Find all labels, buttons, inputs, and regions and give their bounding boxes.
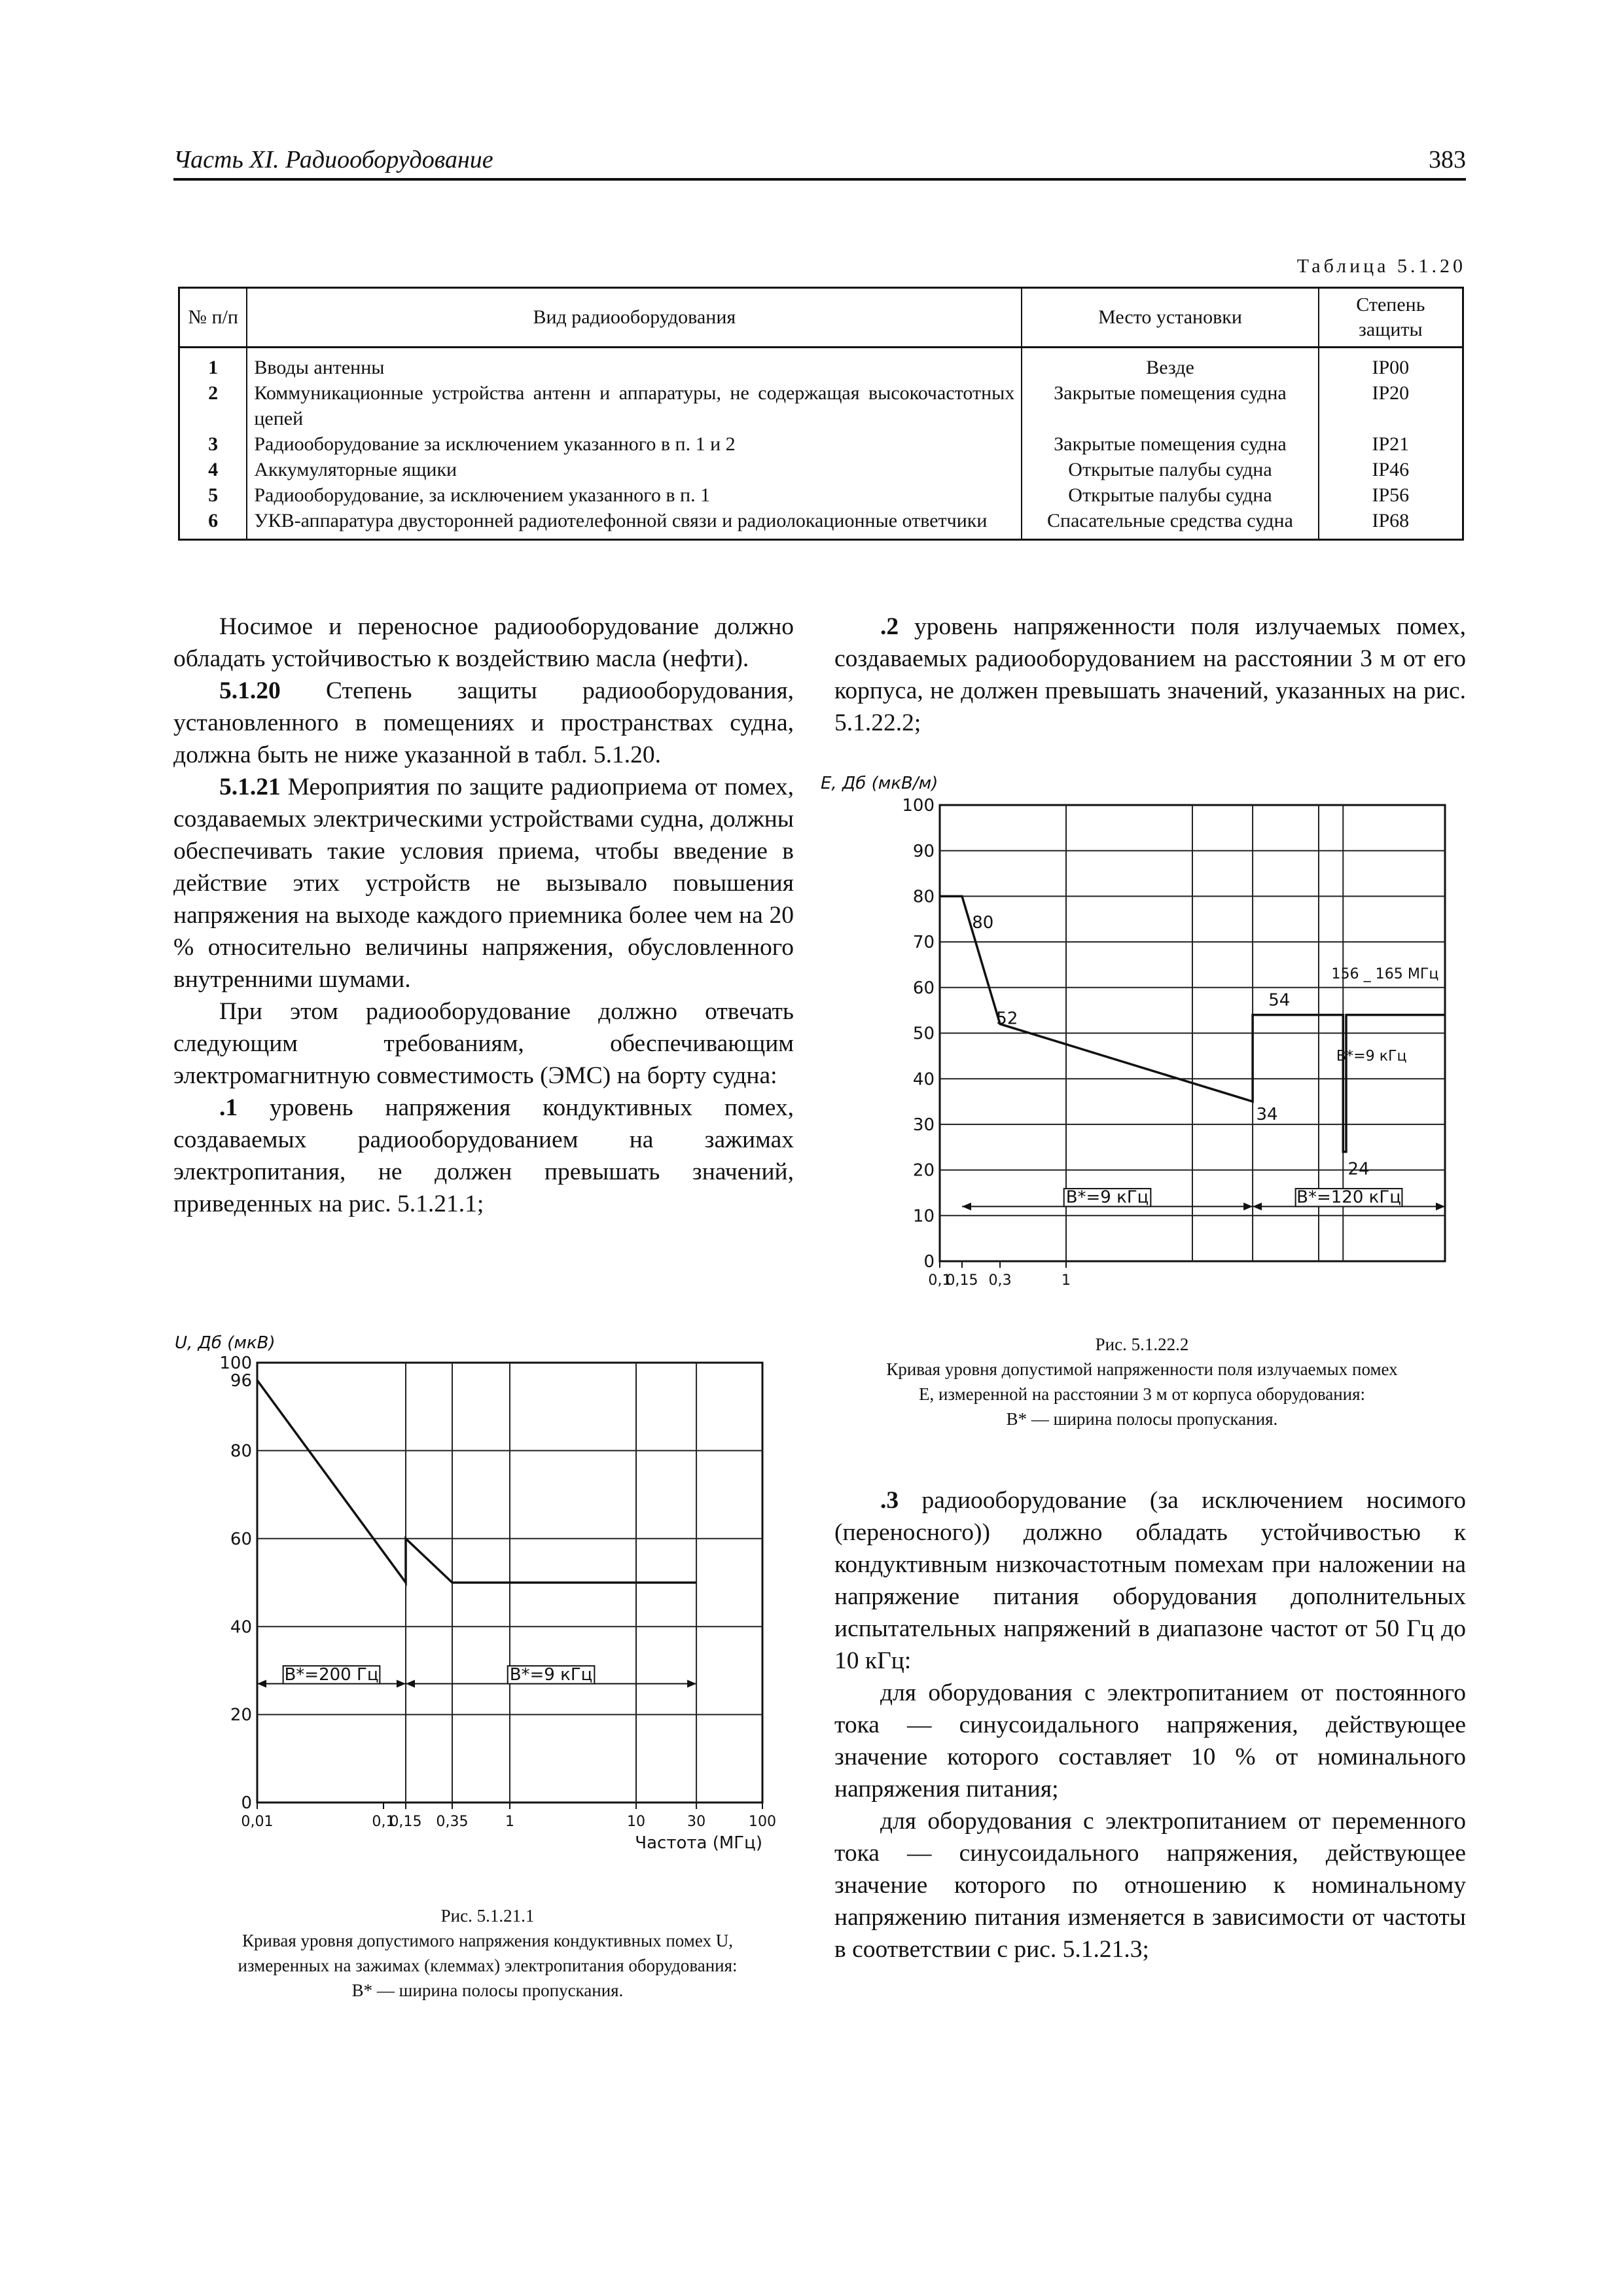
x-tick-label: 0,01 <box>241 1813 274 1830</box>
band-label: B*=200 Гц <box>284 1664 379 1685</box>
row-ip: IP00 <box>1319 348 1463 381</box>
right-column-text-top <box>834 611 1466 739</box>
y-tick-label: 100 <box>902 796 935 816</box>
annotation: 156 _ 165 МГц <box>1331 965 1439 982</box>
row-kind: УКВ-аппаратура двусторонней радиотелефонной связи и радиолокационные ответчики <box>247 508 1022 540</box>
figure-radiated-interference <box>812 762 1466 1306</box>
paragraph-5-1-21: 5.1.21 Мероприятия по защите радиоприема от помех, создаваемых электрическими устройствами судна, должны обеспечивать такие условия приема, чтобы введение в действие этих устройств не вызывало повышения напряжения на выходе каждого приемника более чем на 20 % относительно величины напряжения, обусловленного внутренними шумами. <box>173 774 794 993</box>
data-label: 24 <box>1347 1159 1370 1179</box>
row-number: 2 <box>208 382 219 404</box>
y-tick-label: 40 <box>230 1617 252 1638</box>
row-kind: Аккумуляторные ящики <box>247 457 1022 482</box>
row-place: Везде <box>1022 348 1318 381</box>
figure-2-caption-line: Кривая уровня допустимой напряженности поля излучаемых помех <box>886 1359 1398 1379</box>
header-title: Часть XI. Радиооборудование <box>173 146 493 173</box>
col-place-header: Место установки <box>1022 288 1318 348</box>
y-tick-label: 80 <box>912 887 935 907</box>
item-number: .3 <box>880 1487 899 1514</box>
y-tick-label: 0 <box>241 1793 252 1814</box>
table-row <box>179 457 1463 482</box>
table-row <box>179 380 1463 431</box>
x-tick-label: 0,1 <box>372 1813 395 1830</box>
x-tick-label: 0,3 <box>988 1272 1012 1289</box>
table-row <box>179 508 1463 540</box>
band-arrow-head <box>1243 1202 1253 1210</box>
y-tick-label: 40 <box>912 1069 935 1090</box>
item-number: .1 <box>219 1094 238 1121</box>
figure-1-title: Рис. 5.1.21.1 <box>440 1906 535 1926</box>
data-label: 52 <box>996 1009 1018 1029</box>
y-tick-label: 80 <box>230 1441 252 1462</box>
figure-1-caption <box>173 1903 802 2003</box>
page-number: 383 <box>1429 146 1466 173</box>
x-tick-label: 1 <box>1061 1272 1071 1289</box>
clause-number: 5.1.21 <box>219 774 281 800</box>
x-axis-label: Частота (МГц) <box>635 1833 762 1854</box>
band-arrow-head <box>406 1680 415 1688</box>
band-label: B*=9 кГц <box>1065 1187 1149 1208</box>
col-ip-header: Степень защиты <box>1319 288 1463 348</box>
band-arrow-head <box>257 1680 266 1688</box>
table-caption: Таблица 5.1.20 <box>1296 255 1466 277</box>
row-place: Закрытые помещения судна <box>1022 431 1318 457</box>
row-number: 4 <box>208 459 219 480</box>
y-tick-label: 96 <box>230 1371 252 1391</box>
series-line <box>257 1380 696 1583</box>
figure-1-caption-line: B* — ширина полосы пропускания. <box>351 1981 624 2000</box>
y-tick-label: 70 <box>912 933 935 953</box>
row-kind: Вводы антенны <box>247 348 1022 381</box>
row-number: 6 <box>208 510 219 531</box>
running-header <box>173 145 1466 181</box>
right-column-text-bottom <box>834 1484 1466 1965</box>
y-tick-label: 50 <box>912 1024 935 1044</box>
data-label: 34 <box>1256 1104 1278 1124</box>
figure-1-caption-line: Кривая уровня допустимого напряжения кондуктивных помех U, <box>241 1931 733 1950</box>
table-row <box>179 348 1463 381</box>
annotation: B*=9 кГц <box>1336 1047 1407 1065</box>
band-label: B*=9 кГц <box>509 1664 593 1685</box>
row-ip: IP68 <box>1319 508 1463 540</box>
band-arrow-head <box>397 1680 406 1688</box>
paragraph: Носимое и переносное радиооборудование должно обладать устойчивостью к воздействию масла (нефти). <box>173 613 794 672</box>
figure-2-title: Рис. 5.1.22.2 <box>1095 1335 1189 1354</box>
paragraph: При этом радиооборудование должно отвечать следующим требованиям, обеспечивающим электромагнитную совместимость (ЭМС) на борту судна: <box>173 998 794 1089</box>
x-tick-label: 10 <box>626 1813 646 1830</box>
row-kind: Радиооборудование, за исключением указанного в п. 1 <box>247 482 1022 508</box>
band-arrow-head <box>687 1680 696 1688</box>
clause-number: 5.1.20 <box>219 677 281 704</box>
table-row <box>179 431 1463 457</box>
y-tick-label: 30 <box>912 1115 935 1135</box>
data-label: 80 <box>972 913 994 933</box>
table-header-row <box>179 288 1463 348</box>
y-tick-label: 60 <box>230 1529 252 1549</box>
y-tick-label: 10 <box>912 1206 935 1227</box>
band-arrow-head <box>1253 1202 1262 1210</box>
row-kind: Радиооборудование за исключением указанного в п. 1 и 2 <box>247 431 1022 457</box>
y-tick-label: 90 <box>912 841 935 861</box>
left-column-text <box>173 611 794 1220</box>
x-tick-label: 0,35 <box>436 1813 469 1830</box>
figure-2-caption-line: E, измеренной на расстоянии 3 м от корпуса оборудования: <box>918 1384 1366 1404</box>
y-tick-label: 20 <box>230 1705 252 1725</box>
row-ip: IP56 <box>1319 482 1463 508</box>
band-arrow-head <box>1436 1202 1445 1210</box>
figure-1-caption-line: измеренных на зажимах (клеммах) электропитания оборудования: <box>238 1956 738 1975</box>
row-ip: IP20 <box>1319 380 1463 431</box>
x-tick-label: 0,15 <box>946 1272 978 1289</box>
paragraph-item-2: .2 уровень напряженности поля излучаемых помех, создаваемых радиооборудованием на расстоянии 3 м от его корпуса, не должен превышать значений, указанных на рис. 5.1.22.2; <box>834 613 1466 736</box>
row-number: 3 <box>208 433 219 455</box>
row-place: Открытые палубы судна <box>1022 457 1318 482</box>
figure-2-caption <box>818 1332 1466 1431</box>
figure-conducted-interference <box>173 1322 802 1885</box>
y-tick-label: 60 <box>912 978 935 998</box>
row-place: Закрытые помещения судна <box>1022 380 1318 431</box>
x-tick-label: 30 <box>687 1813 706 1830</box>
band-arrow-head <box>962 1202 971 1210</box>
paragraph-item-1: .1 уровень напряжения кондуктивных помех, создаваемых радиооборудованием на зажимах электропитания, не должен превышать значений, приведенных на рис. 5.1.21.1; <box>173 1094 794 1217</box>
data-label: 54 <box>1268 990 1291 1011</box>
row-ip: IP21 <box>1319 431 1463 457</box>
row-number: 1 <box>208 357 219 378</box>
paragraph: для оборудования с электропитанием от переменного тока — синусоидального напряжения, действующее значение которого по отношению к номинальному напряжению питания изменяется в зависимости от частоты в соответствии с рис. 5.1.21.3; <box>834 1808 1466 1963</box>
row-ip: IP46 <box>1319 457 1463 482</box>
x-tick-label: 1 <box>505 1813 515 1830</box>
row-place: Спасательные средства судна <box>1022 508 1318 540</box>
y-tick-label: 20 <box>912 1160 935 1181</box>
y-tick-label: 0 <box>923 1252 935 1272</box>
col-number-header: № п/п <box>179 288 247 348</box>
y-axis-label: E, Дб (мкВ/м) <box>821 774 938 793</box>
x-tick-label: 0,1 <box>928 1272 952 1289</box>
col-kind-header: Вид радиооборудования <box>247 288 1022 348</box>
row-kind: Коммуникационные устройства антенн и аппаратуры, не содержащая высокочастотных цепей <box>247 380 1022 431</box>
band-label: B*=120 кГц <box>1296 1187 1401 1208</box>
paragraph-item-3: .3 радиооборудование (за исключением носимого (переносного)) должно обладать устойчивостью к кондуктивным низкочастотным помехам при наложении на напряжение питания оборудования дополнительных испытательных напряжений в диапазоне частот от 50 Гц до 10 кГц: <box>834 1487 1466 1674</box>
protection-table <box>178 287 1464 541</box>
row-place: Открытые палубы судна <box>1022 482 1318 508</box>
x-tick-label: 100 <box>748 1813 777 1830</box>
x-tick-label: 0,15 <box>389 1813 422 1830</box>
y-tick-label: 100 <box>219 1354 252 1374</box>
paragraph-5-1-20: 5.1.20 Степень защиты радиооборудования, установленного в помещениях и пространствах судна, должна быть не ниже указанной в табл. 5.1.20. <box>173 677 794 768</box>
y-axis-label: U, Дб (мкВ) <box>175 1333 276 1353</box>
item-number: .2 <box>880 613 899 640</box>
paragraph: для оборудования с электропитанием от постоянного тока — синусоидального напряжения, действующее значение которого составляет 10 % от номинального напряжения питания; <box>834 1679 1466 1803</box>
figure-2-caption-line: B* — ширина полосы пропускания. <box>1006 1409 1278 1429</box>
table-row <box>179 482 1463 508</box>
row-number: 5 <box>208 484 219 506</box>
